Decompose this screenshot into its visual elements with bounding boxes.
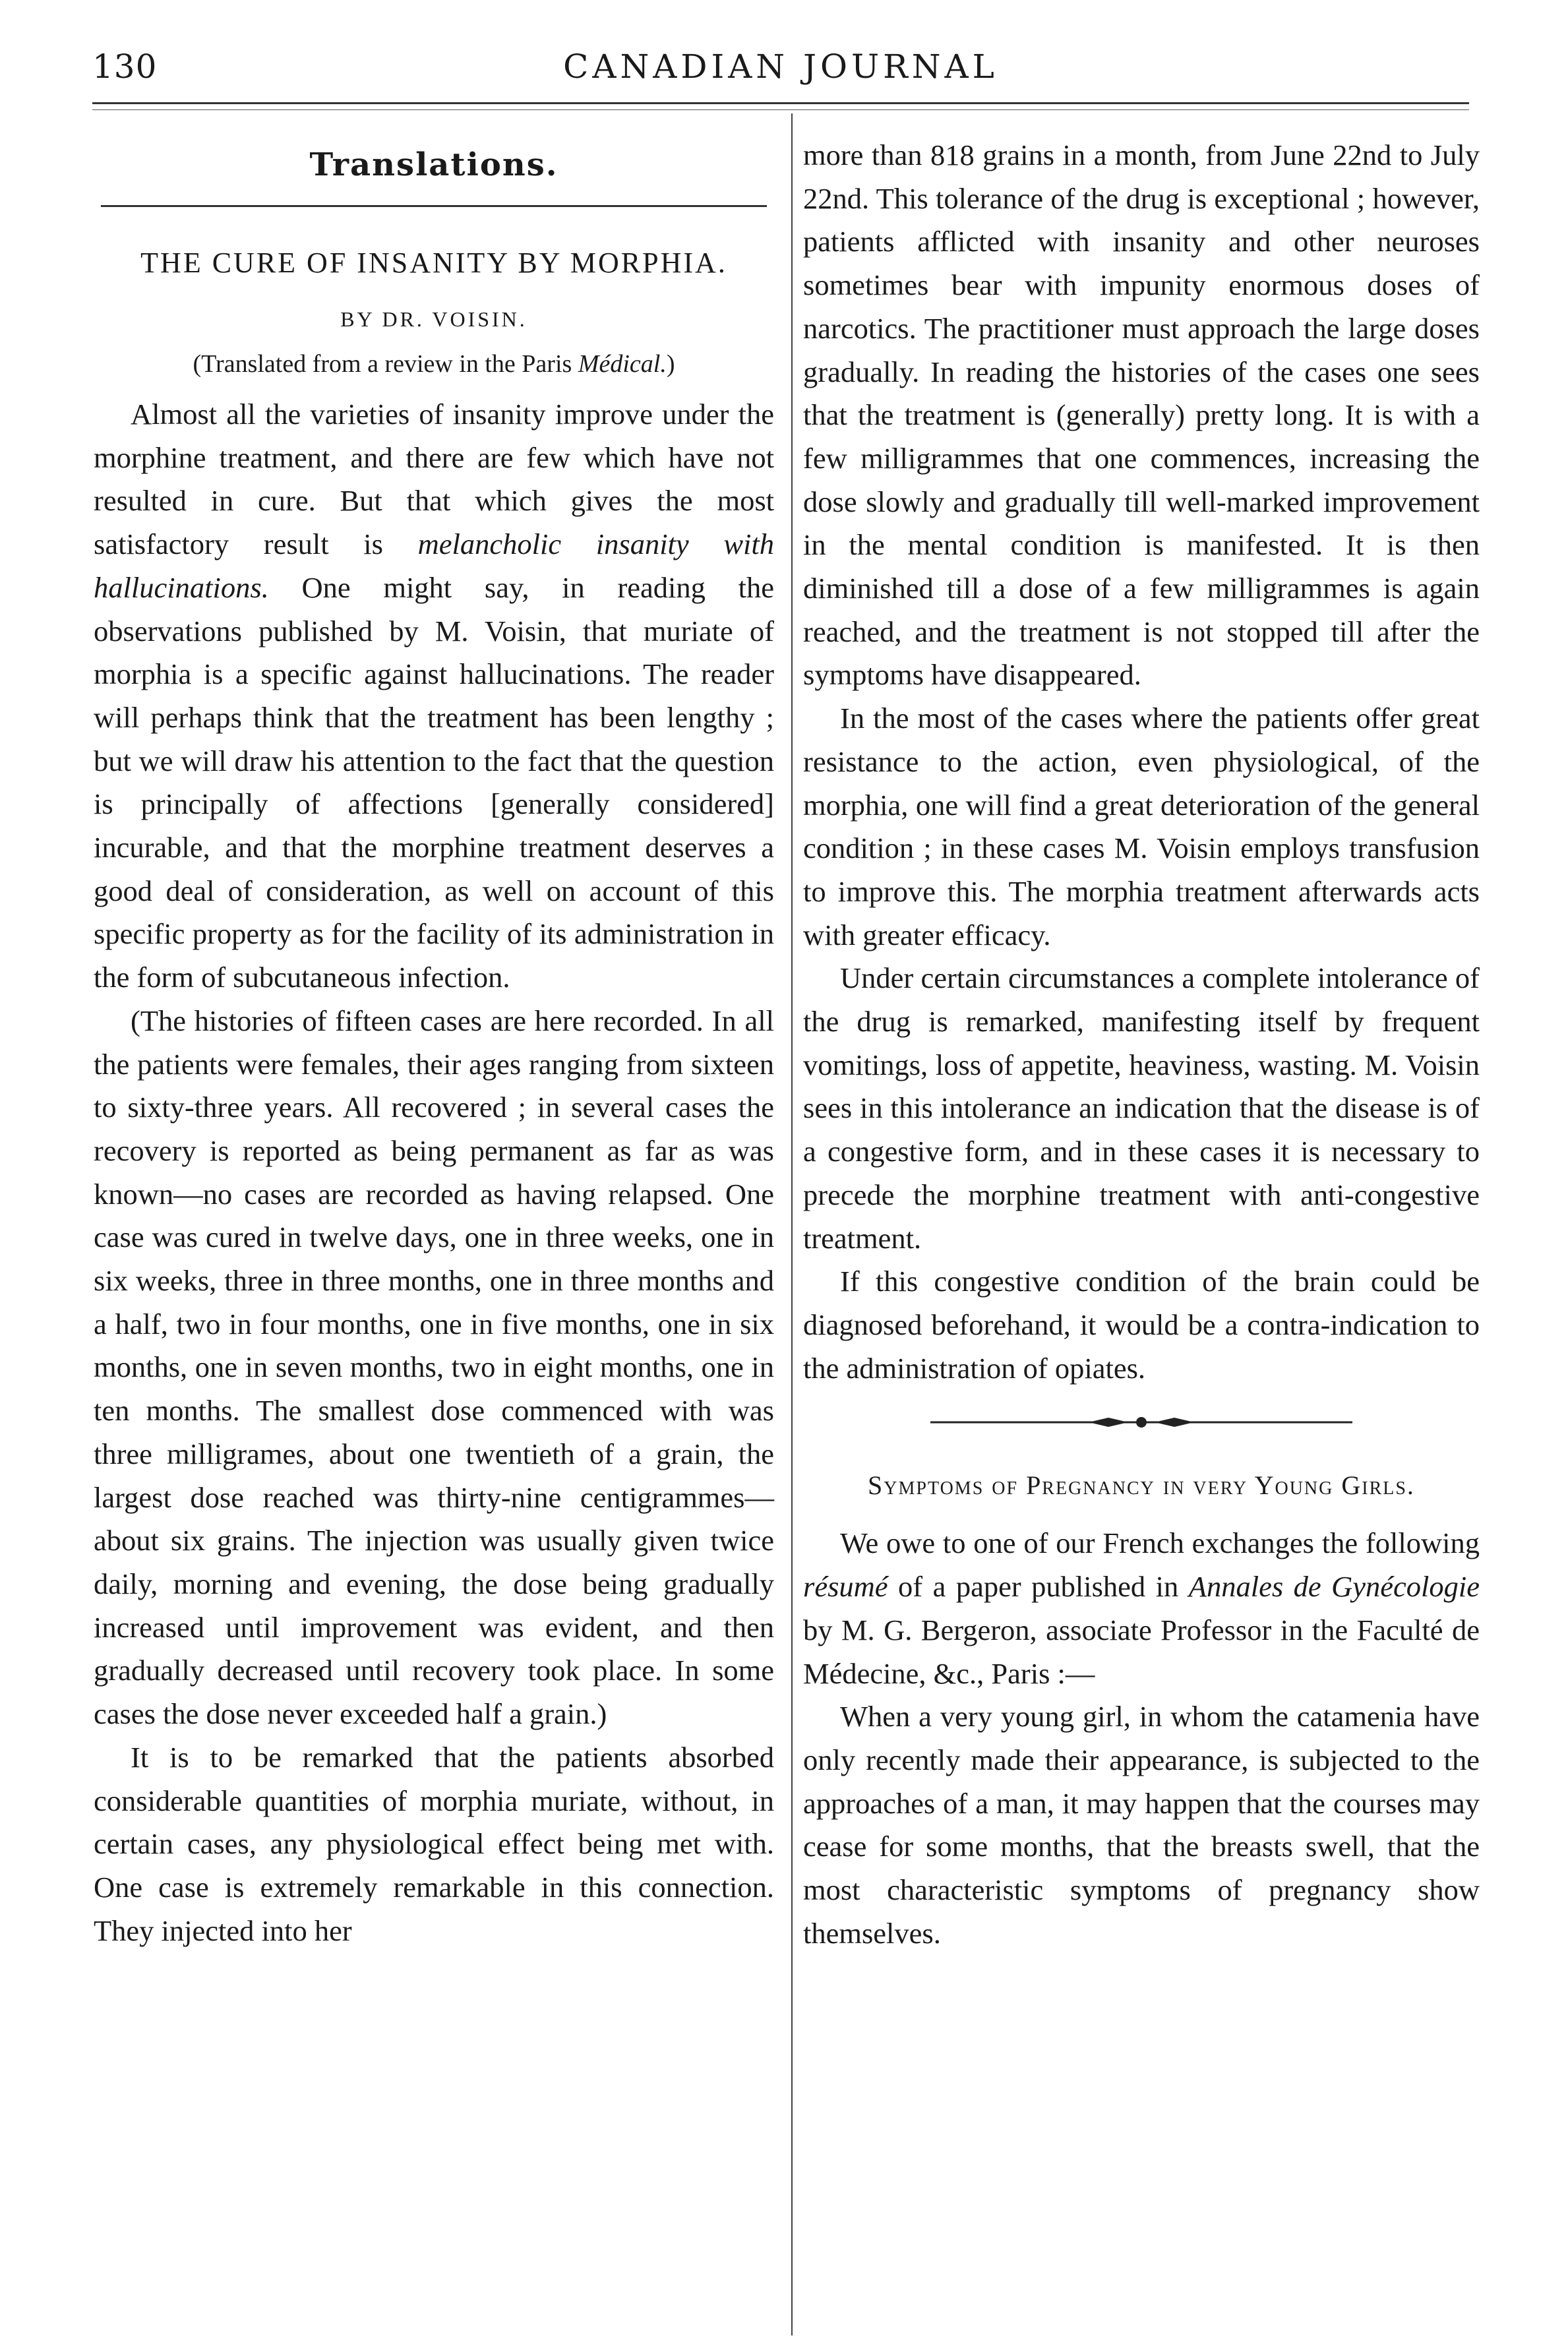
paragraph: If this congestive condition of the brain could be diagnosed beforehand, it would be a contra-indication to the administration of opiates.: [803, 1265, 1480, 1385]
paragraph-text: of a paper published in: [888, 1570, 1189, 1604]
translation-note-source: Médical.: [578, 350, 667, 378]
paragraph-text: We owe to one of our French exchanges the following: [840, 1526, 1480, 1560]
article-title: THE CURE OF INSANITY BY MORPHIA.: [140, 247, 727, 279]
paragraph-emphasis: melancholic insanity with hallucinations.: [94, 527, 774, 604]
byline: BY DR. VOISIN.: [340, 307, 528, 331]
article-title-2: Symptoms of Pregnancy in very Young Girls.: [868, 1470, 1415, 1501]
paragraph-emphasis: Annales de Gynécologie: [1188, 1570, 1480, 1604]
paragraph: It is to be remarked that the patients absorbed considerable quantities of morphia muriate, without, in certain cases, any physiological effect being met with. One case is extremely remarkable in this connection. They injected into her: [94, 1740, 774, 1947]
paragraph: [94, 393, 774, 1000]
header-rule: [92, 102, 1469, 104]
page-number: 130: [92, 47, 158, 86]
paragraph-text: by M. G. Bergeron, associate Professor in the Faculté de Médecine, &c., Paris :—: [803, 1613, 1480, 1690]
header-rule-thin: [92, 109, 1469, 110]
paragraph: In the most of the cases where the patients offer great resistance to the action, even physiological, of the morphia, one will find a great deterioration of the general condition ; in these cases M. Voisin employs transfusion to improve this. The morphia treatment afterwards acts with greater efficacy.: [803, 702, 1480, 951]
right-column: [803, 134, 1480, 1955]
paragraph: more than 818 grains in a month, from June 22nd to July 22nd. This tolerance of the drug is exceptional ; however, patients afflicted with insanity and other neuroses sometimes bear with impunity enormous doses of narcotics. The practitioner must approach the large doses gradually. In reading the histories of the cases one sees that the treatment is (generally) pretty long. It is with a few milligrammes that one commences, increasing the dose slowly and gradually till well-marked improvement in the mental condition is manifested. It is then diminished till a dose of a few milligrammes is again reached, and the treatment is not stopped till after the symptoms have disappeared.: [803, 138, 1480, 692]
ornament-divider: [930, 1414, 1352, 1431]
journal-title: CANADIAN JOURNAL: [563, 47, 998, 86]
paragraph-text: Almost all the varieties of insanity improve under the morphine treatment, and there are few which have not resulted in cure. But that which gives the most satisfactory result is: [94, 398, 774, 561]
left-column: [94, 135, 774, 1952]
section-rule: [101, 205, 767, 207]
paragraph: Under certain circumstances a complete intolerance of the drug is remarked, manifesting itself by frequent vomitings, loss of appetite, heaviness, wasting. M. Voisin sees in this intolerance an indication that the disease is of a congestive form, and in these cases it is necessary to precede the morphine treatment with anti-congestive treatment.: [803, 961, 1480, 1255]
paragraph: [803, 1522, 1480, 1695]
translation-note-close: ): [666, 350, 675, 378]
section-title: Translations.: [309, 146, 558, 183]
paragraph-emphasis: résumé: [803, 1570, 888, 1604]
paragraph: (The histories of fifteen cases are here recorded. In all the patients were females, their ages ranging from sixteen to sixty-three years. All recovered ; in several cases the recovery is reported as being permanent as far as was known—no cases are recorded as having relapsed. One case was cured in twelve days, one in three weeks, one in six weeks, three in three months, one in three months and a half, two in four months, one in five months, one in six months, one in seven months, two in eight months, one in ten months. The smallest dose commenced with was three milligrames, about one twentieth of a grain, the largest dose reached was thirty-nine centigrammes—about six grains. The injection was usually given twice daily, morning and evening, the dose being gradually increased until improvement was evident, and then gradually decreased until recovery took place. In some cases the dose never exceeded half a grain.): [94, 1004, 774, 1731]
running-head: [92, 47, 1469, 100]
column-divider: [791, 113, 793, 2335]
paragraph: When a very young girl, in whom the catamenia have only recently made their appearance, is subjected to the approaches of a man, it may happen that the courses may cease for some months, that the breasts swell, that the most characteristic symptoms of pregnancy show themselves.: [803, 1700, 1480, 1950]
translation-note: [94, 344, 774, 384]
translation-note-text: (Translated from a review in the Paris: [193, 350, 578, 378]
paragraph-text: One might say, in reading the observations published by M. Voisin, that muriate of morphia is a specific against hallucinations. The reader will perhaps think that the treatment has been lengthy ; but we will draw his attention to the fact that the question is principally of affections [generally considered] incurable, and that the morphine treatment deserves a good deal of consideration, as well on account of this specific property as for the facility of its administration in the form of subcutaneous infection.: [94, 570, 774, 994]
